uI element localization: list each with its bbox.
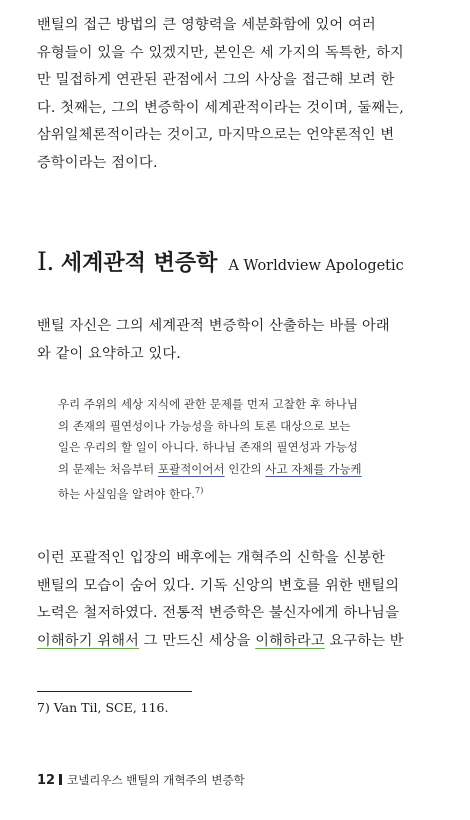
- page-number: 12: [37, 773, 56, 788]
- text-line: 노력은 철저하였다. 전통적 변증학은 불신자에게 하나님을: [37, 605, 399, 622]
- section-title-korean: 세계관적 변증학: [60, 251, 218, 276]
- footnote-reference: 7): [195, 486, 204, 495]
- text-line: 다. 첫째는, 그의 변증학이 세계관적이라는 것이며, 둘째는,: [37, 99, 404, 116]
- text-line: 삼위일체론적이라는 것이고, 마지막으로는 언약론적인 변: [37, 127, 395, 144]
- quote-line: 의 존재의 필연성이나 가능성을 하나의 토론 대상으로 보는: [58, 418, 351, 433]
- line-text: 요구하는 반: [324, 632, 404, 649]
- section-number: I.: [37, 247, 54, 276]
- underlined-phrase: 포괄적이어서: [158, 461, 225, 476]
- text-line: 밴틸 자신은 그의 세계관적 변증학이 산출하는 바를 아래: [37, 318, 390, 334]
- line-text: 그 만드신 세상을: [139, 632, 256, 649]
- text-line: 와 같이 요약하고 있다.: [37, 345, 181, 362]
- page-footer: [37, 772, 245, 788]
- block-quote: [58, 394, 438, 506]
- text-line: 만 밀접하게 연관된 관점에서 그의 사상을 접근해 보려 한: [37, 72, 395, 89]
- quote-line: [58, 480, 438, 506]
- underlined-phrase: 이해하기 위해서: [37, 632, 140, 649]
- summary-paragraph: [37, 313, 442, 368]
- footnote: 7) Van Til, SCE, 116.: [37, 700, 169, 715]
- quote-line: [58, 459, 438, 481]
- quote-text: 하는 사실임을 알려야 한다.: [58, 487, 196, 501]
- text-line: 증학이라는 점이다.: [37, 154, 158, 171]
- text-line: 밴틸의 접근 방법의 큰 영향력을 세분화함에 있어 여러: [37, 17, 376, 33]
- text-line: [37, 628, 442, 656]
- running-title: 코넬리우스 밴틸의 개혁주의 변증학: [67, 773, 245, 787]
- intro-paragraph: [37, 12, 442, 178]
- section-title-english: A Worldview Apologetic: [228, 258, 404, 274]
- quote-text: 의 문제는 처음부터: [58, 461, 158, 476]
- text-line: 유형들이 있을 수 있겠지만, 본인은 세 가지의 독특한, 하지: [37, 44, 404, 61]
- quote-line: 우리 주위의 세상 지식에 관한 문제를 먼저 고찰한 후 하나님: [58, 397, 358, 411]
- underlined-phrase: 사고 자체를 가능케: [265, 461, 362, 476]
- footnote-divider: [37, 691, 192, 692]
- section-heading: [37, 246, 447, 277]
- underlined-phrase: 이해하라고: [255, 632, 325, 649]
- text-line: 이런 포괄적인 입장의 배후에는 개혁주의 신학을 신봉한: [37, 550, 386, 566]
- quote-line: 일은 우리의 할 일이 아니다. 하나님 존재의 필연성과 가능성: [58, 440, 358, 454]
- text-line: 밴틸의 모습이 숨어 있다. 기독 신앙의 변호를 위한 밴틸의: [37, 577, 400, 594]
- footer-separator: [59, 774, 62, 785]
- body-paragraph: [37, 545, 442, 655]
- quote-text: 인간의: [224, 461, 266, 476]
